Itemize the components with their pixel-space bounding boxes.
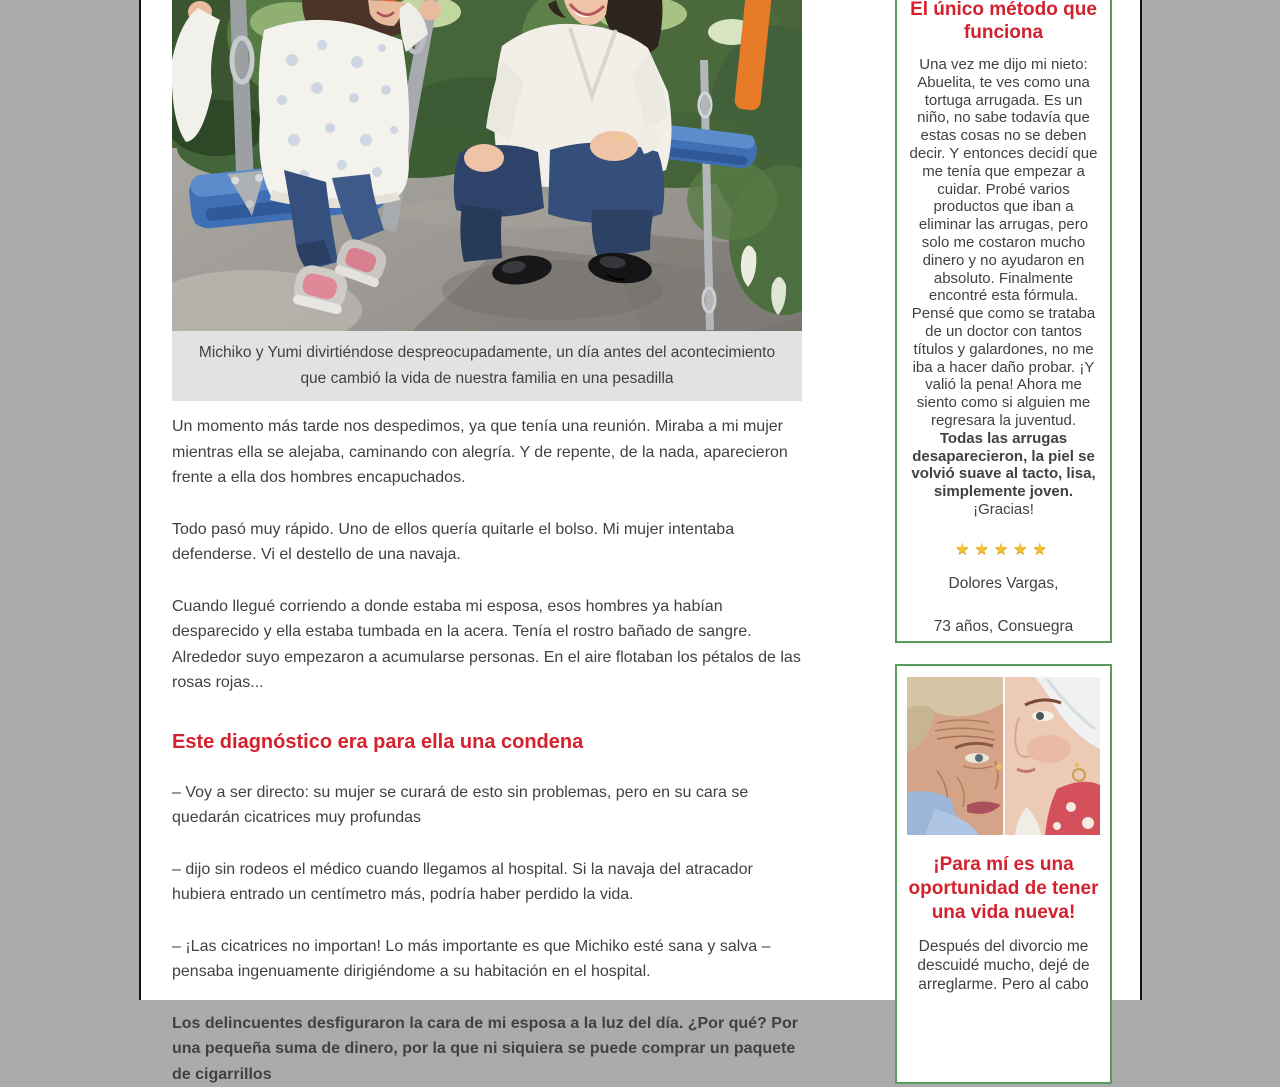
testimonial-text-bold: Todas las arrugas desaparecieron, la piel se volvió suave al tacto, lisa, simplemente joven. — [911, 430, 1095, 500]
article-body — [172, 414, 802, 1087]
testimonial-text-suffix: ¡Gracias! — [973, 501, 1034, 518]
testimonial-author-name: Dolores Vargas, — [909, 575, 1098, 593]
paragraph-1: Un momento más tarde nos despedimos, ya que tenía una reunión. Miraba a mi mujer mientras ella se alejaba, caminando con alegría. Y de repente, de la nada, aparecieron frente a ella dos hombres encapuchados. — [172, 414, 802, 491]
playground-photo-illustration — [172, 0, 802, 331]
testimonial-author-details: 73 años, Consuegra — [909, 618, 1098, 636]
before-after-photo — [907, 677, 1100, 835]
paragraph-3: Cuando llegué corriendo a donde estaba mi esposa, esos hombres ya habían desparecido y ella estaba tumbada en la acera. Tenía el rostro bañado de sangre. Alrededor suyo empezaron a acumularse personas. En el aire flotaban los pétalos de las rosas rojas... — [172, 594, 802, 696]
section-heading: Este diagnóstico era para ella una condena — [172, 730, 802, 754]
before-after-illustration — [907, 677, 1100, 835]
main-article-column — [172, 0, 802, 1087]
testimonial-body — [909, 56, 1098, 519]
article-photo-playground — [172, 0, 802, 331]
promo-title: ¡Para mí es una oportunidad de tener una vida nueva! — [907, 853, 1100, 925]
paragraph-4: – Voy a ser directo: su mujer se curará de esto sin problemas, pero en su cara se quedarán cicatrices muy profundas — [172, 780, 802, 831]
testimonial-title: El único método que funciona — [909, 0, 1098, 44]
paragraph-5: – dijo sin rodeos el médico cuando llegamos al hospital. Si la navaja del atracador hubiera entrado un centímetro más, podría haber perdido la vida. — [172, 857, 802, 908]
paragraph-bold: Los delincuentes desfiguraron la cara de mi esposa a la luz del día. ¿Por qué? Por una pequeña suma de dinero, por la que ni siquiera se puede comprar un paquete de cigarrillos — [172, 1011, 802, 1087]
testimonial-box[interactable] — [895, 0, 1112, 643]
photo-caption: Michiko y Yumi divirtiéndose despreocupadamente, un día antes del acontecimiento que cambió la vida de nuestra familia en una pesadilla — [172, 331, 802, 401]
promo-body: Después del divorcio me descuidé mucho, dejé de arreglarme. Pero al cabo — [907, 937, 1100, 994]
paragraph-2: Todo pasó muy rápido. Uno de ellos quería quitarle el bolso. Mi mujer intentaba defenderse. Vi el destello de una navaja. — [172, 517, 802, 568]
testimonial-text-regular: Una vez me dijo mi nieto: Abuelita, te ves como una tortuga arrugada. Es un niño, no sabe todavía que estas cosas no se deben decir. Y entonces decidí que me tenía que empezar a cuidar. Probé varios productos que iban a eliminar las arrugas, pero solo me costaron mucho dinero y no ayudaron en absoluto. Finalmente encontré esta fórmula. Pensé que como se trataba de un doctor con tantos títulos y galardones, no me iba a hacer daño probar. ¡Y valió la pena! Ahora me siento como si alguien me regresara la juventud. — [910, 56, 1098, 429]
article-page — [139, 0, 1142, 1000]
promo-box[interactable] — [895, 664, 1112, 1084]
paragraph-6: – ¡Las cicatrices no importan! Lo más importante es que Michiko esté sana y salva – pensaba ingenuamente dirigiéndome a su habitación en el hospital. — [172, 934, 802, 985]
star-rating-icons: ★★★★★ — [909, 539, 1098, 559]
